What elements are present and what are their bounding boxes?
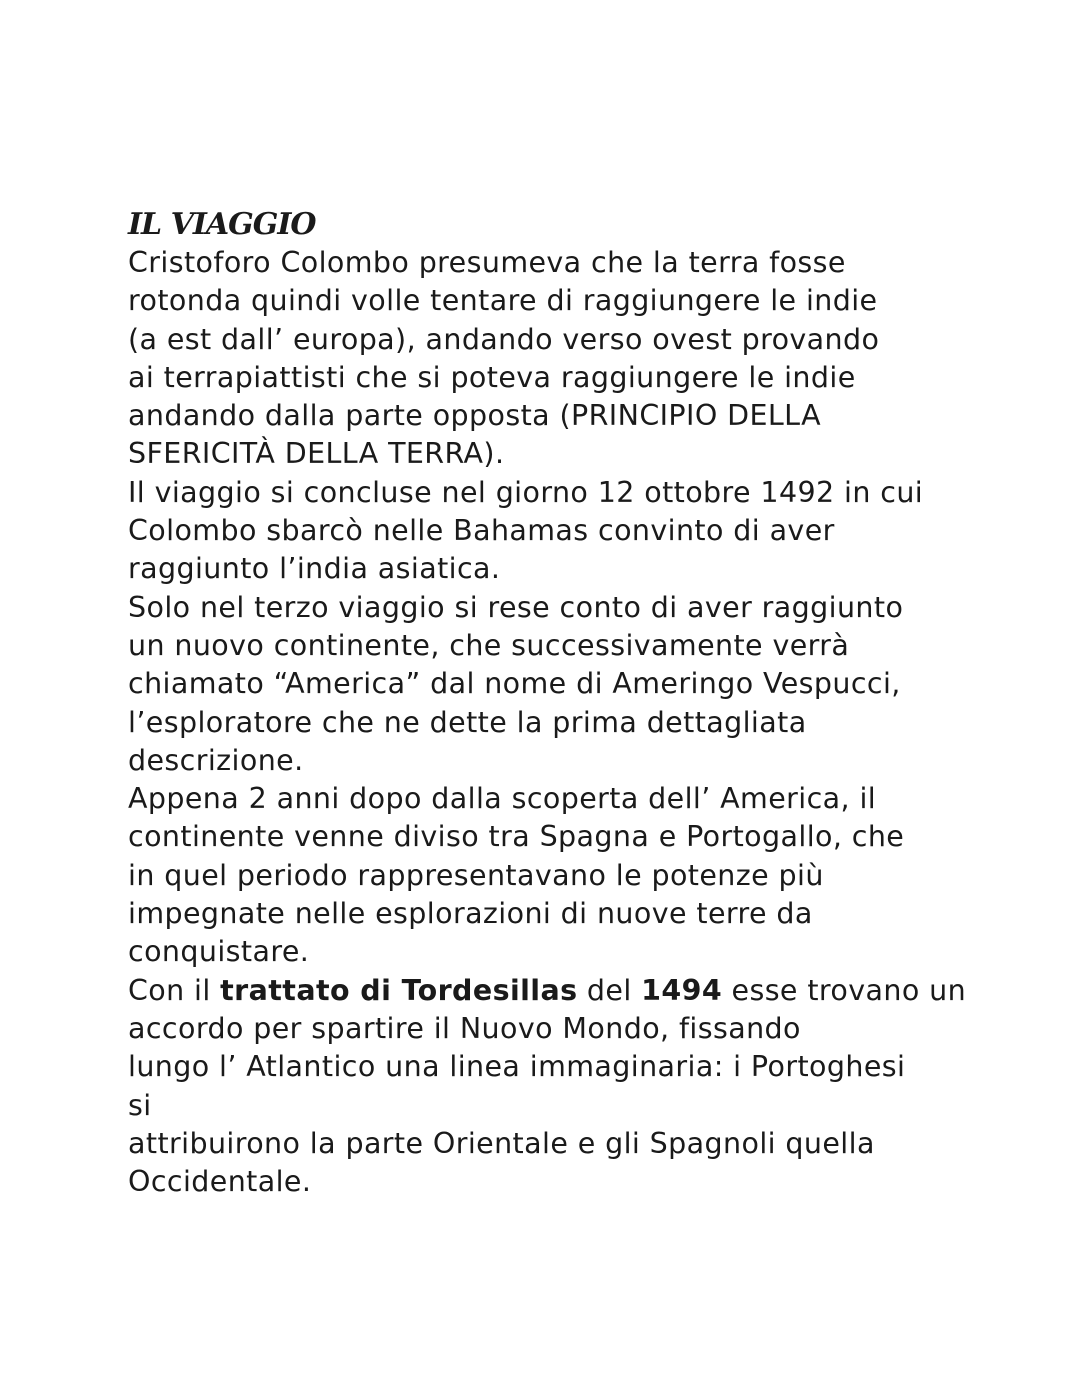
text-line: continente venne diviso tra Spagna e Portogallo, che [128, 820, 905, 854]
text-line: raggiunto l’india asiatica. [128, 552, 501, 586]
text-line: attribuirono la parte Orientale e gli Spagnoli quella [128, 1126, 875, 1160]
text-line: Appena 2 anni dopo dalla scoperta dell’ America, il [128, 782, 877, 816]
text-line: lungo l’ Atlantico una linea immaginaria: i Portoghesi [128, 1050, 906, 1084]
text-line: Il viaggio si concluse nel giorno 12 ottobre 1492 in cui [128, 475, 924, 509]
text-line: (a est dall’ europa), andando verso ovest provando [128, 322, 880, 356]
text-line: descrizione. [128, 743, 304, 777]
treaty-line-prefix: Con il [128, 973, 221, 1007]
section-title: IL VIAGGIO [128, 207, 316, 242]
treaty-line-suffix: esse trovano un [722, 973, 967, 1007]
text-line: un nuovo continente, che successivamente verrà [128, 628, 850, 662]
text-line: Solo nel terzo viaggio si rese conto di aver raggiunto [128, 590, 904, 624]
text-line: Colombo sbarcò nelle Bahamas convinto di aver [128, 514, 835, 548]
text-line: conquistare. [128, 935, 310, 969]
text-line: l’esploratore che ne dette la prima dettagliata [128, 705, 807, 739]
text-line: ai terrapiattisti che si poteva raggiungere le indie [128, 360, 856, 394]
text-line: accordo per spartire il Nuovo Mondo, fissando [128, 1011, 801, 1045]
text-line: Cristoforo Colombo presumeva che la terra fosse [128, 246, 846, 279]
text-line: andando dalla parte opposta (PRINCIPIO DELLA [128, 399, 821, 433]
text-line: si [128, 1088, 152, 1122]
text-line: impegnate nelle esplorazioni di nuove terre da [128, 897, 813, 931]
text-line: chiamato “America” dal nome di Ameringo Vespucci, [128, 667, 901, 701]
text-line: Occidentale. [128, 1165, 312, 1199]
text-line: rotonda quindi volle tentare di raggiungere le indie [128, 284, 878, 318]
treaty-line-middle: del [577, 973, 642, 1007]
document-body [128, 204, 1028, 1201]
treaty-year: 1494 [641, 973, 723, 1007]
text-line: in quel periodo rappresentavano le potenze più [128, 858, 824, 892]
treaty-name: trattato di Tordesillas [220, 973, 578, 1007]
treaty-text-line [128, 972, 1028, 1010]
text-line: SFERICITÀ DELLA TERRA). [128, 437, 505, 471]
